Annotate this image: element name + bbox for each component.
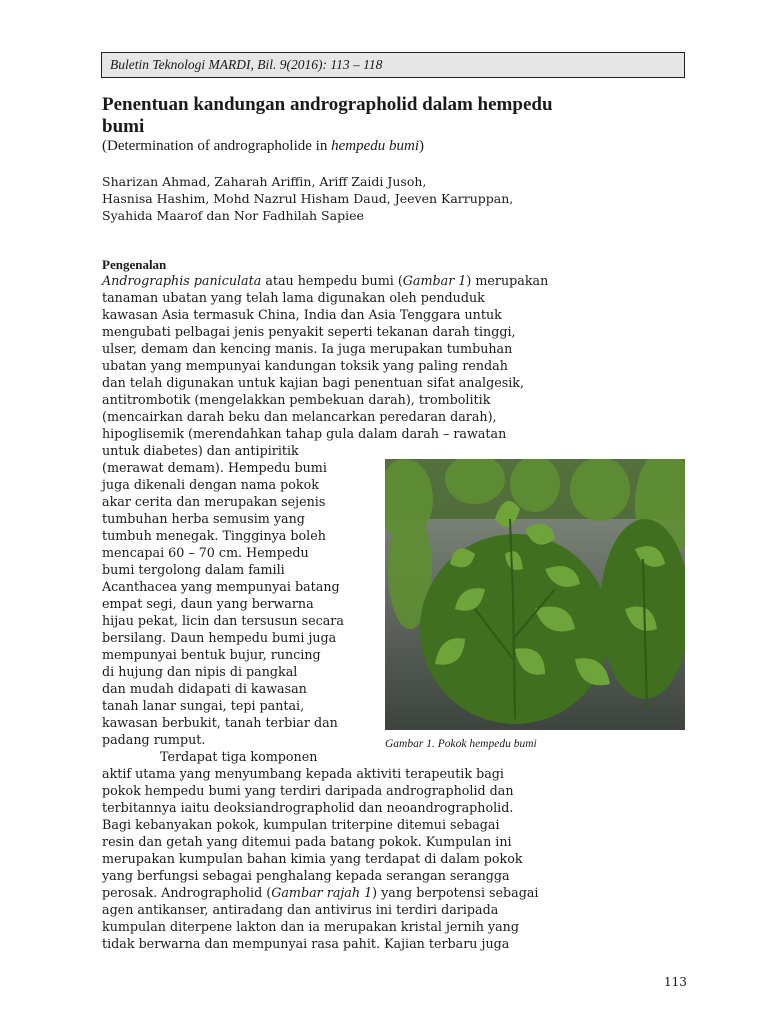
body-line: tidak berwarna dan mempunyai rasa pahit. Kajian terbaru juga [102,936,510,951]
journal-citation: Buletin Teknologi MARDI, Bil. 9(2016): 113 – 118 [110,57,383,72]
species-name: Andrographis paniculata [102,273,262,288]
body-line: Acanthacea yang mempunyai batang [102,579,340,594]
body-line: (mencairkan darah beku dan melancarkan peredaran darah), [102,409,497,424]
article-subtitle [102,137,424,155]
body-line: bersilang. Daun hempedu bumi juga [102,630,337,645]
page-number: 113 [664,975,687,989]
journal-header [101,52,685,78]
author-line: Sharizan Ahmad, Zaharah Ariffin, Ariff Zaidi Jusoh, [102,174,427,189]
section-heading: Pengenalan [102,257,167,272]
body-line: di hujung dan nipis di pangkal [102,664,298,679]
figure-caption: Gambar 1. Pokok hempedu bumi [385,738,537,750]
body-line: kawasan Asia termasuk China, India dan Asia Tenggara untuk [102,307,502,322]
body-line: pokok hempedu bumi yang terdiri daripada andrographolid dan [102,783,514,798]
body-line: bumi tergolong dalam famili [102,562,285,577]
author-line: Syahida Maarof dan Nor Fadhilah Sapiee [102,208,364,223]
body-line: agen antikanser, antiradang dan antivirus ini terdiri daripada [102,902,499,917]
body-line: mencapai 60 – 70 cm. Hempedu [102,545,309,560]
body-line: mengubati pelbagai jenis penyakit seperti tekanan darah tinggi, [102,324,516,339]
body-line: kumpulan diterpene lakton dan ia merupakan kristal jernih yang [102,919,519,934]
article-title: Penentuan kandungan andrographolid dalam hempedu bumi [102,94,553,137]
body-line: hipoglisemik (merendahkan tahap gula dalam darah – rawatan [102,426,507,441]
body-line: tanaman ubatan yang telah lama digunakan oleh penduduk [102,290,485,305]
body-text: ) merupakan [466,273,549,288]
body-line: hijau pekat, licin dan tersusun secara [102,613,344,628]
body-text: atau hempedu bumi ( [261,273,403,288]
body-line: padang rumput. [102,732,206,747]
body-line: tumbuhan herba semusim yang [102,511,305,526]
body-line [102,273,548,289]
author-line: Hasnisa Hashim, Mohd Nazrul Hisham Daud, Jeeven Karruppan, [102,191,514,206]
subtitle-text: (Determination of andrographolide in [102,138,332,154]
body-line: (merawat demam). Hempedu bumi [102,460,327,475]
body-line: dan mudah didapati di kawasan [102,681,307,696]
body-line: tanah lanar sungai, tepi pantai, [102,698,305,713]
body-line: mempunyai bentuk bujur, runcing [102,647,321,662]
body-text: ) yang berpotensi sebagai [372,885,539,900]
subtitle-italic: hempedu bumi [331,138,420,154]
body-line: yang berfungsi sebagai penghalang kepada serangan serangga [102,868,510,883]
body-line: antitrombotik (mengelakkan pembekuan darah), trombolitik [102,392,491,407]
body-line: kawasan berbukit, tanah terbiar dan [102,715,338,730]
body-line: akar cerita dan merupakan sejenis [102,494,326,509]
subtitle-close: ) [419,138,425,154]
body-line: untuk diabetes) dan antipiritik [102,443,299,458]
body-line: dan telah digunakan untuk kajian bagi penentuan sifat analgesik, [102,375,524,390]
body-line: Bagi kebanyakan pokok, kumpulan triterpine ditemui sebagai [102,817,500,832]
plant-photo [385,459,685,730]
paragraph-indent-line: Terdapat tiga komponen [160,749,318,764]
body-line: ulser, demam dan kencing manis. Ia juga merupakan tumbuhan [102,341,513,356]
body-line: ubatan yang mempunyai kandungan toksik yang paling rendah [102,358,508,373]
body-line: terbitannya iaitu deoksiandrographolid dan neoandrographolid. [102,800,514,815]
body-text: perosak. Andrographolid ( [102,885,272,900]
body-line [102,885,538,901]
author-list [102,173,513,224]
figure-ref: Gambar rajah 1 [271,885,373,900]
body-line: juga dikenali dengan nama pokok [102,477,319,492]
body-line: empat segi, daun yang berwarna [102,596,314,611]
body-line: resin dan getah yang ditemui pada batang pokok. Kumpulan ini [102,834,512,849]
body-line: merupakan kumpulan bahan kimia yang terdapat di dalam pokok [102,851,523,866]
figure-ref: Gambar 1 [402,273,467,288]
body-line: tumbuh menegak. Tingginya boleh [102,528,326,543]
body-line: aktif utama yang menyumbang kepada aktiviti terapeutik bagi [102,766,504,781]
